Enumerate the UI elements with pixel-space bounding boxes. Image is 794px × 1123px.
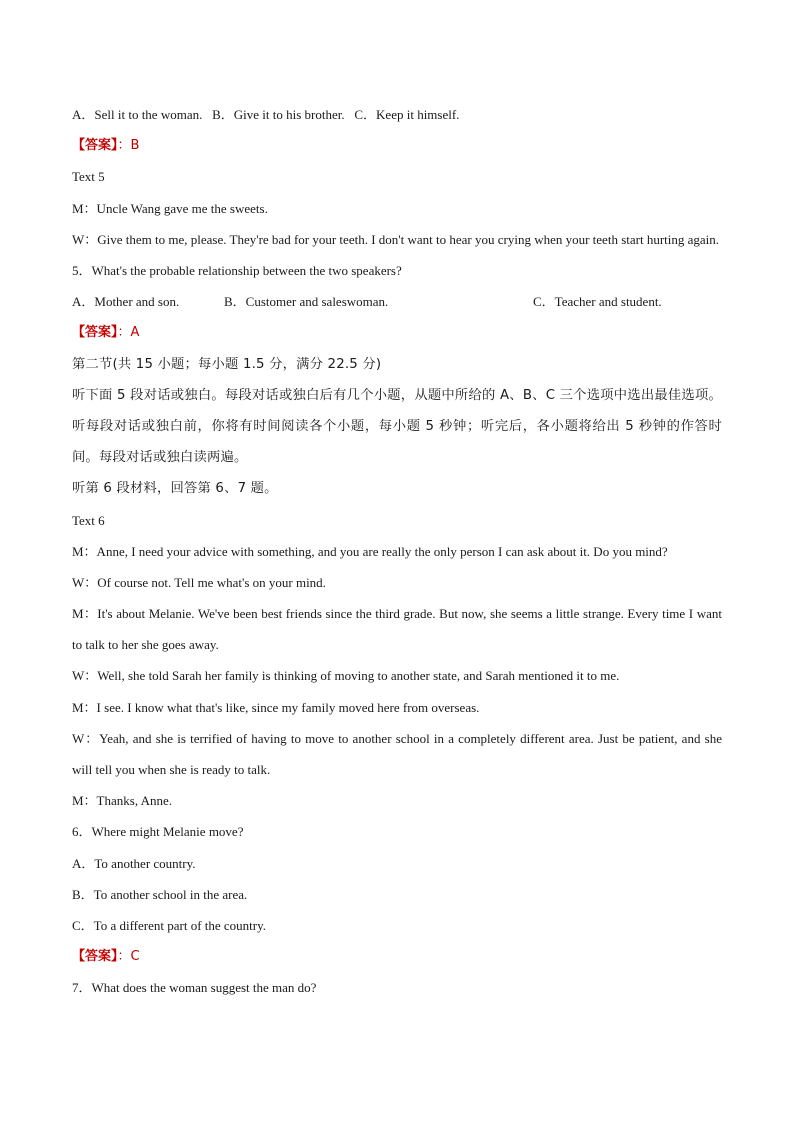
- q6-question: 6．Where might Melanie move?: [72, 824, 244, 840]
- q7-question: 7．What does the woman suggest the man do?: [72, 980, 317, 996]
- text6-line-2: W：Of course not. Tell me what's on your mind.: [72, 574, 326, 590]
- q5-option-a: A．Mother and son.: [72, 294, 180, 310]
- q4-options: A．Sell it to the woman. B．Give it to his brother. C．Keep it himself.: [72, 107, 460, 122]
- answer-label: 【答案】: [72, 949, 118, 965]
- text6-line-4: W：Well, she told Sarah her family is thinking of moving to another state, and Sarah mentioned it to me.: [72, 668, 620, 684]
- q5-option-c: C．Teacher and student.: [533, 294, 662, 310]
- q5-answer: [72, 317, 722, 348]
- q6-option-a: A．To another country.: [72, 855, 196, 871]
- document-page: [72, 99, 722, 1004]
- q4-answer: [72, 130, 722, 161]
- material-note: 听第 6 段材料，回答第 6、7 题。: [72, 481, 278, 497]
- q5-options: [72, 286, 722, 317]
- q6-answer: [72, 941, 722, 972]
- text6-line-5: M：I see. I know what that's like, since my family moved here from overseas.: [72, 699, 480, 715]
- text6-line-3: M：It's about Melanie. We've been best friends since the third grade. But now, she seems a little strange. Every time I want to talk to her she goes away.: [72, 606, 722, 653]
- answer-separator: ：: [117, 949, 131, 965]
- q5-question: 5．What's the probable relationship between the two speakers?: [72, 262, 402, 278]
- section2-instructions: 听下面 5 段对话或独白。每段对话或独白后有几个小题，从题中所给的 A、B、C 三个选项中选出最佳选项。听每段对话或独白前，你将有时间阅读各个小题，每小题 5 秒钟；听完后，各小题将给出 5 秒钟的作答时间。每段对话或独白读两遍。: [72, 387, 722, 466]
- text6-line-6: W：Yeah, and she is terrified of having to move to another school in a completely different area. Just be patient, and she will tell you when she is ready to talk.: [72, 730, 722, 778]
- answer-value: A: [130, 325, 140, 341]
- answer-value: B: [130, 138, 140, 154]
- answer-label: 【答案】: [72, 138, 118, 154]
- text6-line-1: M：Anne, I need your advice with something, and you are really the only person I can ask about it. Do you mind?: [72, 543, 668, 559]
- answer-value: C: [130, 949, 140, 965]
- q6-option-c: C．To a different part of the country.: [72, 918, 267, 933]
- q5-option-b: B．Customer and saleswoman.: [224, 294, 389, 310]
- q6-option-b: B．To another school in the area.: [72, 886, 248, 902]
- answer-separator: ：: [117, 325, 131, 341]
- section2-heading: 第二节(共 15 小题；每小题 1.5 分，满分 22.5 分): [72, 356, 382, 372]
- answer-label: 【答案】: [72, 325, 118, 341]
- text5-line-2: W：Give them to me, please. They're bad for your teeth. I don't want to hear you crying when your teeth start hurting again.: [72, 231, 720, 247]
- text6-line-7: M：Thanks, Anne.: [72, 793, 173, 809]
- text5-title: Text 5: [72, 169, 105, 185]
- text6-title: Text 6: [72, 512, 105, 528]
- text5-line-1: M：Uncle Wang gave me the sweets.: [72, 200, 268, 216]
- answer-separator: ：: [117, 138, 131, 154]
